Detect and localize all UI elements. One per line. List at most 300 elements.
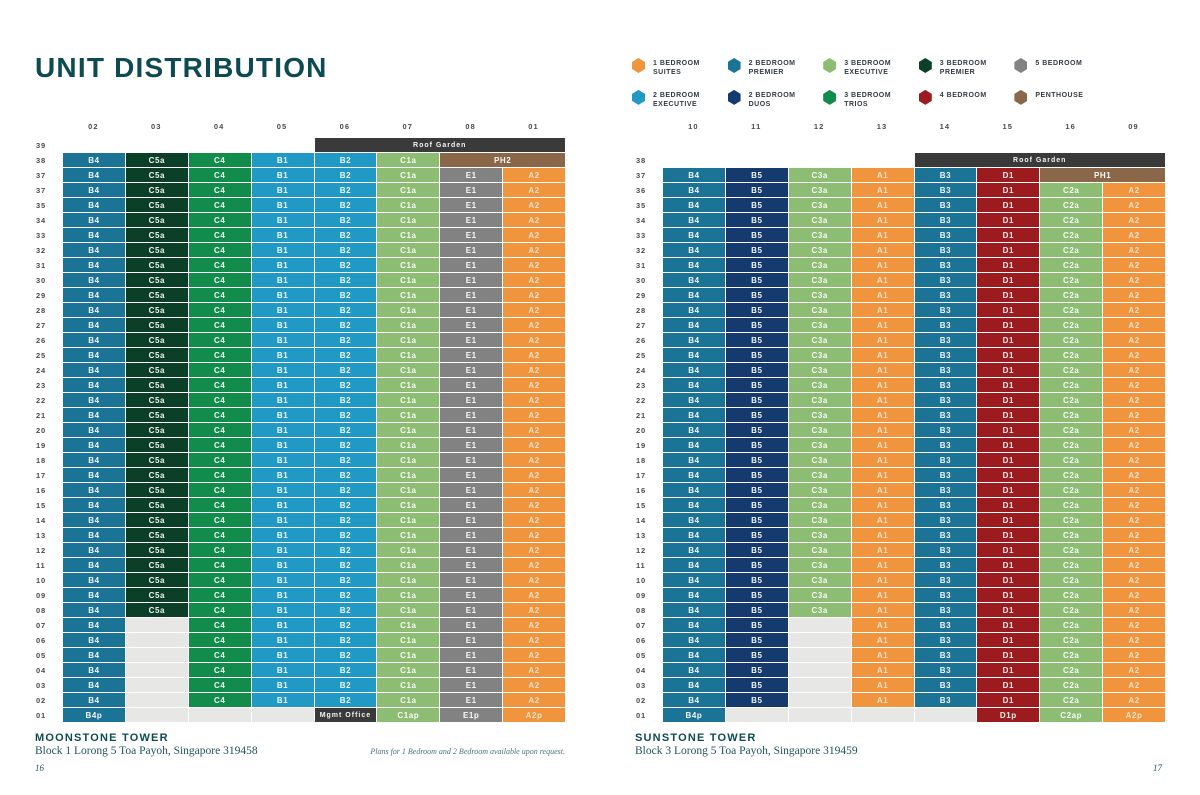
unit-cell: D1 bbox=[977, 243, 1039, 257]
stack-header: 12 bbox=[813, 122, 825, 131]
unit-cell: B3 bbox=[915, 573, 977, 587]
unit-cell: A2 bbox=[503, 243, 565, 257]
unit-cell: B1 bbox=[252, 693, 314, 707]
unit-cell: B3 bbox=[915, 603, 977, 617]
unit-cell: C1a bbox=[377, 498, 439, 512]
unit-cell: E1 bbox=[440, 288, 502, 302]
unit-cell: C1a bbox=[377, 363, 439, 377]
unit-cell: A2 bbox=[1103, 468, 1165, 482]
unit-cell: B5 bbox=[726, 603, 788, 617]
unit-cell: A2 bbox=[1103, 423, 1165, 437]
floor-label: 32 bbox=[636, 245, 646, 255]
unit-cell: C2a bbox=[1040, 453, 1102, 467]
unit-cell: B5 bbox=[726, 543, 788, 557]
unit-cell: E1 bbox=[440, 573, 502, 587]
unit-cell: E1 bbox=[440, 393, 502, 407]
unit-cell: A1 bbox=[852, 648, 914, 662]
unit-cell: C1a bbox=[377, 648, 439, 662]
floor-label: 37 bbox=[636, 170, 646, 180]
unit-cell: E1 bbox=[440, 648, 502, 662]
unit-cell: E1 bbox=[440, 333, 502, 347]
unit-cell: B4 bbox=[663, 483, 725, 497]
unit-cell: B3 bbox=[915, 618, 977, 632]
unit-cell: C1a bbox=[377, 588, 439, 602]
unit-cell: A1 bbox=[852, 393, 914, 407]
unit-cell: B4 bbox=[63, 153, 125, 167]
unit-cell: B5 bbox=[726, 348, 788, 362]
floor-row bbox=[635, 663, 1165, 677]
floor-row bbox=[35, 303, 565, 317]
legend-item bbox=[919, 57, 1009, 78]
unit-cell: B4 bbox=[63, 528, 125, 542]
unit-cell: A1 bbox=[852, 318, 914, 332]
unit-cell: B4 bbox=[63, 468, 125, 482]
unit-cell: A1 bbox=[852, 303, 914, 317]
unit-cell: B2 bbox=[315, 243, 377, 257]
unit-cell: B3 bbox=[915, 633, 977, 647]
unit-cell: E1 bbox=[440, 228, 502, 242]
unit-cell: D1 bbox=[977, 588, 1039, 602]
unit-cell: B1 bbox=[252, 588, 314, 602]
unit-cell: B4 bbox=[63, 633, 125, 647]
unit-cell: C4 bbox=[189, 348, 251, 362]
unit-cell: C4 bbox=[189, 408, 251, 422]
floor-row bbox=[35, 663, 565, 677]
unit-cell: C5a bbox=[126, 318, 188, 332]
unit-cell: A2 bbox=[1103, 513, 1165, 527]
unit-cell: A2 bbox=[1103, 483, 1165, 497]
unit-cell: A1 bbox=[852, 378, 914, 392]
unit-cell: C3a bbox=[789, 168, 851, 182]
unit-cell: B2 bbox=[315, 453, 377, 467]
floor-row bbox=[35, 618, 565, 632]
floor-label: 39 bbox=[36, 140, 46, 150]
unit-cell: B4 bbox=[63, 213, 125, 227]
unit-cell: PH1 bbox=[1040, 168, 1165, 182]
floor-row bbox=[635, 588, 1165, 602]
unit-cell: C5a bbox=[126, 198, 188, 212]
unit-cell: C3a bbox=[789, 393, 851, 407]
unit-cell: E1 bbox=[440, 633, 502, 647]
floor-row bbox=[35, 453, 565, 467]
unit-cell: B1 bbox=[252, 678, 314, 692]
floor-label: 09 bbox=[636, 590, 646, 600]
stack-header: 14 bbox=[939, 122, 951, 131]
empty-cell bbox=[789, 708, 851, 722]
floor-label: 13 bbox=[36, 530, 46, 540]
unit-cell: C4 bbox=[189, 513, 251, 527]
unit-cell: B5 bbox=[726, 183, 788, 197]
unit-cell: C3a bbox=[789, 198, 851, 212]
unit-cell: A2 bbox=[503, 183, 565, 197]
unit-cell: B3 bbox=[915, 198, 977, 212]
empty-cell bbox=[126, 648, 188, 662]
stack-header: 07 bbox=[402, 122, 414, 131]
empty-cell bbox=[789, 663, 851, 677]
unit-cell: A1 bbox=[852, 678, 914, 692]
unit-cell: E1 bbox=[440, 168, 502, 182]
unit-cell: B2 bbox=[315, 228, 377, 242]
unit-cell: B4 bbox=[663, 258, 725, 272]
unit-cell: B1 bbox=[252, 243, 314, 257]
unit-cell: PH2 bbox=[440, 153, 565, 167]
unit-cell: B5 bbox=[726, 198, 788, 212]
unit-cell: A1 bbox=[852, 528, 914, 542]
unit-cell: C2a bbox=[1040, 438, 1102, 452]
unit-cell: C2a bbox=[1040, 693, 1102, 707]
floor-label: 10 bbox=[36, 575, 46, 585]
floor-row bbox=[635, 498, 1165, 512]
unit-cell: A2 bbox=[1103, 528, 1165, 542]
unit-cell: A2 bbox=[503, 558, 565, 572]
unit-cell: C4 bbox=[189, 483, 251, 497]
floor-label: 14 bbox=[36, 515, 46, 525]
unit-cell: B3 bbox=[915, 228, 977, 242]
unit-cell: C2a bbox=[1040, 228, 1102, 242]
unit-cell: B2 bbox=[315, 618, 377, 632]
unit-cell: B3 bbox=[915, 393, 977, 407]
unit-cell: B1 bbox=[252, 363, 314, 377]
floor-row bbox=[35, 408, 565, 422]
unit-cell: B2 bbox=[315, 183, 377, 197]
plans-availability-note: Plans for 1 Bedroom and 2 Bedroom available upon request. bbox=[370, 747, 565, 756]
unit-cell: E1p bbox=[440, 708, 502, 722]
unit-cell: D1 bbox=[977, 258, 1039, 272]
unit-cell: A1 bbox=[852, 183, 914, 197]
unit-cell: A1 bbox=[852, 273, 914, 287]
unit-cell: B3 bbox=[915, 258, 977, 272]
unit-cell: B4 bbox=[63, 558, 125, 572]
legend-item bbox=[632, 57, 722, 78]
unit-cell: A1 bbox=[852, 453, 914, 467]
unit-cell: D1 bbox=[977, 423, 1039, 437]
hexagon-swatch-icon bbox=[919, 58, 932, 73]
floor-row bbox=[635, 678, 1165, 692]
unit-cell: C1a bbox=[377, 408, 439, 422]
unit-cell: B4 bbox=[663, 558, 725, 572]
stack-number-headers bbox=[62, 122, 565, 138]
special-cell: Roof Garden bbox=[915, 153, 1166, 167]
unit-cell: B1 bbox=[252, 498, 314, 512]
floor-label: 33 bbox=[636, 230, 646, 240]
unit-cell: A2 bbox=[1103, 273, 1165, 287]
floor-label: 26 bbox=[636, 335, 646, 345]
stack-number-headers bbox=[662, 122, 1165, 138]
unit-cell: C3a bbox=[789, 573, 851, 587]
floor-row bbox=[35, 318, 565, 332]
unit-cell: B5 bbox=[726, 363, 788, 377]
unit-cell: B4 bbox=[63, 243, 125, 257]
unit-cell: A1 bbox=[852, 168, 914, 182]
unit-cell: A1 bbox=[852, 468, 914, 482]
unit-cell: B5 bbox=[726, 228, 788, 242]
unit-cell: A2 bbox=[1103, 408, 1165, 422]
unit-cell: B5 bbox=[726, 333, 788, 347]
floor-row bbox=[35, 183, 565, 197]
unit-cell: B3 bbox=[915, 288, 977, 302]
legend-item bbox=[823, 57, 913, 78]
unit-cell: C4 bbox=[189, 228, 251, 242]
unit-cell: A1 bbox=[852, 543, 914, 557]
unit-cell: C3a bbox=[789, 468, 851, 482]
unit-cell: C5a bbox=[126, 588, 188, 602]
moonstone-tower-address: Block 1 Lorong 5 Toa Payoh, Singapore 319458 bbox=[35, 745, 258, 757]
unit-cell: C3a bbox=[789, 483, 851, 497]
floor-row bbox=[35, 693, 565, 707]
unit-cell: A2 bbox=[1103, 363, 1165, 377]
floor-label: 23 bbox=[36, 380, 46, 390]
unit-cell: C5a bbox=[126, 153, 188, 167]
floor-label: 08 bbox=[636, 605, 646, 615]
unit-cell: E1 bbox=[440, 348, 502, 362]
floor-label: 28 bbox=[36, 305, 46, 315]
empty-cell bbox=[915, 708, 977, 722]
unit-cell: D1 bbox=[977, 543, 1039, 557]
unit-cell: C4 bbox=[189, 303, 251, 317]
unit-cell: B4p bbox=[63, 708, 125, 722]
unit-cell: B1 bbox=[252, 618, 314, 632]
floor-row bbox=[635, 168, 1165, 182]
floor-label: 03 bbox=[636, 680, 646, 690]
unit-cell: D1 bbox=[977, 528, 1039, 542]
unit-cell: B1 bbox=[252, 438, 314, 452]
unit-cell: A2 bbox=[503, 303, 565, 317]
unit-cell: C5a bbox=[126, 213, 188, 227]
unit-cell: E1 bbox=[440, 213, 502, 227]
floor-label: 07 bbox=[36, 620, 46, 630]
unit-cell: C2a bbox=[1040, 678, 1102, 692]
unit-cell: A2 bbox=[503, 168, 565, 182]
unit-cell: B1 bbox=[252, 513, 314, 527]
unit-cell: B1 bbox=[252, 543, 314, 557]
unit-cell: A2 bbox=[503, 348, 565, 362]
unit-cell: B3 bbox=[915, 273, 977, 287]
unit-cell: B3 bbox=[915, 648, 977, 662]
floor-label: 32 bbox=[36, 245, 46, 255]
unit-cell: C2a bbox=[1040, 198, 1102, 212]
unit-cell: A2 bbox=[503, 543, 565, 557]
unit-cell: B2 bbox=[315, 288, 377, 302]
unit-cell: C2a bbox=[1040, 498, 1102, 512]
unit-cell: A1 bbox=[852, 258, 914, 272]
floor-row bbox=[635, 423, 1165, 437]
floor-label: 24 bbox=[36, 365, 46, 375]
empty-cell bbox=[126, 618, 188, 632]
unit-cell: C5a bbox=[126, 513, 188, 527]
floor-row bbox=[35, 678, 565, 692]
unit-cell: E1 bbox=[440, 378, 502, 392]
unit-cell: C5a bbox=[126, 258, 188, 272]
unit-cell: B5 bbox=[726, 693, 788, 707]
floor-label: 30 bbox=[636, 275, 646, 285]
unit-cell: B4 bbox=[63, 483, 125, 497]
floor-label: 10 bbox=[636, 575, 646, 585]
unit-cell: B2 bbox=[315, 213, 377, 227]
floor-row bbox=[635, 183, 1165, 197]
blank-cell bbox=[663, 153, 914, 167]
floor-label: 34 bbox=[636, 215, 646, 225]
unit-cell: B4 bbox=[63, 453, 125, 467]
unit-cell: C4 bbox=[189, 468, 251, 482]
unit-cell: C5a bbox=[126, 483, 188, 497]
unit-cell: A2 bbox=[503, 378, 565, 392]
unit-cell: B4 bbox=[63, 588, 125, 602]
unit-cell: C1a bbox=[377, 483, 439, 497]
unit-cell: B4 bbox=[63, 198, 125, 212]
unit-cell: B4 bbox=[663, 498, 725, 512]
unit-cell: C5a bbox=[126, 543, 188, 557]
floor-label: 16 bbox=[36, 485, 46, 495]
floor-row bbox=[635, 468, 1165, 482]
unit-cell: C5a bbox=[126, 438, 188, 452]
unit-cell: D1 bbox=[977, 633, 1039, 647]
unit-cell: C3a bbox=[789, 333, 851, 347]
unit-cell: B2 bbox=[315, 303, 377, 317]
legend-item bbox=[632, 89, 722, 110]
unit-cell: B3 bbox=[915, 468, 977, 482]
unit-cell: B5 bbox=[726, 288, 788, 302]
empty-cell bbox=[126, 663, 188, 677]
page-title: UNIT DISTRIBUTION bbox=[35, 52, 328, 83]
unit-cell: A2 bbox=[1103, 348, 1165, 362]
floor-row bbox=[35, 573, 565, 587]
unit-cell: A2 bbox=[1103, 183, 1165, 197]
floor-row bbox=[35, 288, 565, 302]
unit-cell: A1 bbox=[852, 228, 914, 242]
unit-cell: B3 bbox=[915, 483, 977, 497]
tower-moonstone-grid bbox=[35, 122, 565, 723]
unit-cell: C2a bbox=[1040, 303, 1102, 317]
unit-cell: C2a bbox=[1040, 243, 1102, 257]
floor-row bbox=[35, 243, 565, 257]
floor-row bbox=[635, 528, 1165, 542]
unit-cell: A2 bbox=[503, 318, 565, 332]
unit-cell: D1 bbox=[977, 663, 1039, 677]
floor-label: 07 bbox=[636, 620, 646, 630]
unit-cell: B2 bbox=[315, 318, 377, 332]
unit-cell: A2 bbox=[503, 333, 565, 347]
floor-label: 02 bbox=[36, 695, 46, 705]
unit-cell: B5 bbox=[726, 243, 788, 257]
unit-cell: A1 bbox=[852, 423, 914, 437]
floor-row bbox=[35, 378, 565, 392]
unit-cell: C4 bbox=[189, 648, 251, 662]
unit-cell: B3 bbox=[915, 348, 977, 362]
unit-cell: C1a bbox=[377, 318, 439, 332]
unit-cell: C3a bbox=[789, 453, 851, 467]
unit-cell: D1 bbox=[977, 648, 1039, 662]
unit-cell: A2 bbox=[503, 513, 565, 527]
unit-cell: E1 bbox=[440, 318, 502, 332]
floor-label: 33 bbox=[36, 230, 46, 240]
unit-cell: B5 bbox=[726, 408, 788, 422]
empty-cell bbox=[126, 678, 188, 692]
unit-cell: C4 bbox=[189, 603, 251, 617]
unit-cell: C2a bbox=[1040, 573, 1102, 587]
unit-cell: C3a bbox=[789, 228, 851, 242]
floor-grid bbox=[635, 138, 1165, 722]
hexagon-swatch-icon bbox=[632, 90, 645, 105]
unit-cell: A1 bbox=[852, 573, 914, 587]
unit-cell: C2a bbox=[1040, 333, 1102, 347]
legend-item bbox=[728, 89, 818, 110]
unit-cell: C4 bbox=[189, 213, 251, 227]
stack-header: 15 bbox=[1002, 122, 1014, 131]
floor-label: 04 bbox=[636, 665, 646, 675]
unit-cell: B5 bbox=[726, 468, 788, 482]
unit-cell: C1a bbox=[377, 183, 439, 197]
floor-label: 20 bbox=[36, 425, 46, 435]
unit-cell: B4 bbox=[63, 543, 125, 557]
unit-cell: C1ap bbox=[377, 708, 439, 722]
floor-row bbox=[635, 318, 1165, 332]
unit-cell: A2 bbox=[1103, 303, 1165, 317]
floor-row bbox=[35, 708, 565, 722]
unit-cell: C3a bbox=[789, 513, 851, 527]
unit-cell: A1 bbox=[852, 603, 914, 617]
unit-cell: B1 bbox=[252, 213, 314, 227]
floor-row bbox=[35, 393, 565, 407]
floor-label: 17 bbox=[36, 470, 46, 480]
unit-cell: C5a bbox=[126, 468, 188, 482]
unit-cell: B4 bbox=[63, 678, 125, 692]
floor-row bbox=[635, 558, 1165, 572]
floor-row bbox=[35, 543, 565, 557]
unit-cell: A2 bbox=[1103, 213, 1165, 227]
unit-cell: B1 bbox=[252, 303, 314, 317]
unit-cell: C2a bbox=[1040, 663, 1102, 677]
unit-cell: C2a bbox=[1040, 183, 1102, 197]
unit-cell: B5 bbox=[726, 438, 788, 452]
unit-cell: C4 bbox=[189, 528, 251, 542]
unit-cell: B1 bbox=[252, 258, 314, 272]
unit-cell: C5a bbox=[126, 573, 188, 587]
hexagon-swatch-icon bbox=[919, 90, 932, 105]
unit-cell: A1 bbox=[852, 288, 914, 302]
unit-cell: C2ap bbox=[1040, 708, 1102, 722]
unit-cell: A1 bbox=[852, 693, 914, 707]
unit-cell: C3a bbox=[789, 558, 851, 572]
floor-row bbox=[35, 588, 565, 602]
unit-cell: E1 bbox=[440, 693, 502, 707]
floor-label: 31 bbox=[36, 260, 46, 270]
unit-cell: B4 bbox=[663, 378, 725, 392]
unit-cell: D1 bbox=[977, 363, 1039, 377]
floor-row bbox=[635, 348, 1165, 362]
unit-cell: D1 bbox=[977, 453, 1039, 467]
unit-cell: C1a bbox=[377, 468, 439, 482]
unit-cell: B3 bbox=[915, 678, 977, 692]
floor-row bbox=[635, 483, 1165, 497]
unit-cell: B4 bbox=[63, 423, 125, 437]
unit-cell: C2a bbox=[1040, 558, 1102, 572]
unit-cell: D1 bbox=[977, 603, 1039, 617]
unit-cell: C2a bbox=[1040, 483, 1102, 497]
unit-cell: B3 bbox=[915, 498, 977, 512]
unit-cell: C4 bbox=[189, 243, 251, 257]
floor-label: 26 bbox=[36, 335, 46, 345]
unit-cell: A2 bbox=[1103, 618, 1165, 632]
unit-cell: B3 bbox=[915, 318, 977, 332]
stack-header: 10 bbox=[688, 122, 699, 131]
floor-row bbox=[35, 258, 565, 272]
unit-cell: C1a bbox=[377, 213, 439, 227]
unit-cell: A1 bbox=[852, 213, 914, 227]
unit-cell: A1 bbox=[852, 633, 914, 647]
unit-cell: B5 bbox=[726, 678, 788, 692]
unit-cell: C4 bbox=[189, 558, 251, 572]
legend-label: 2 BEDROOM EXECUTIVE bbox=[653, 91, 700, 109]
